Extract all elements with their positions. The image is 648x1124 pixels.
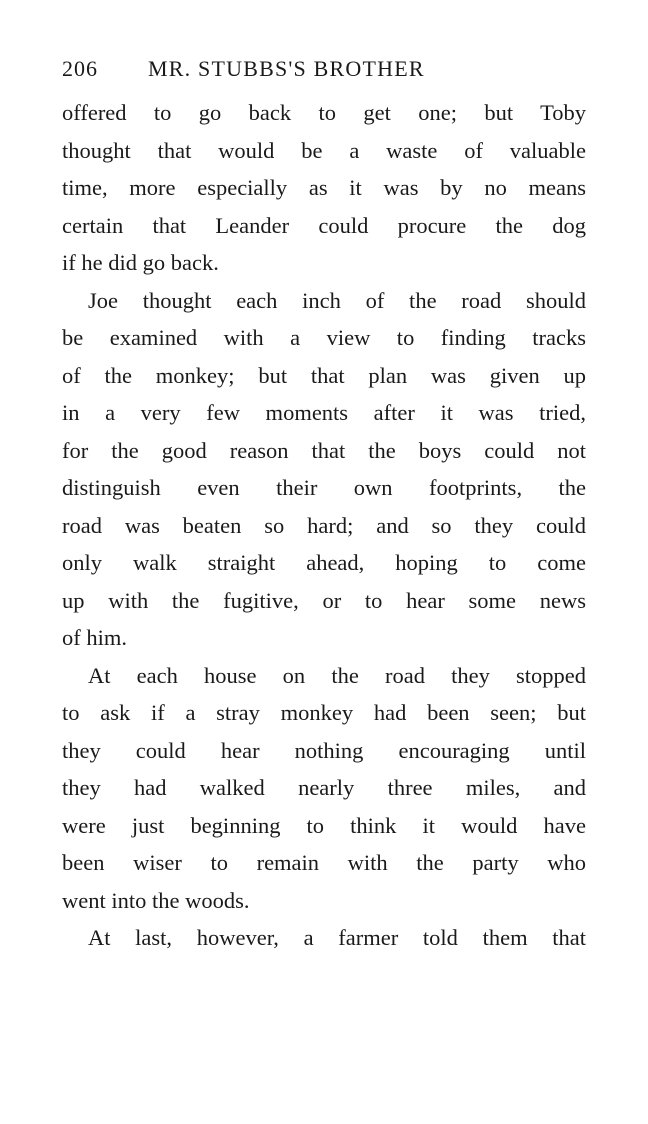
text-line: At each house on the road they stopped xyxy=(88,662,586,688)
page-header xyxy=(62,56,586,94)
body-text xyxy=(62,94,586,957)
text-line: they had walked nearly three miles, and xyxy=(62,775,586,800)
text-line: thought that would be a waste of valuable xyxy=(62,137,586,163)
text-line: for the good reason that the boys could not xyxy=(62,437,586,463)
running-title: MR. STUBBS'S BROTHER xyxy=(148,56,425,81)
text-line: in a very few moments after it was tried, xyxy=(62,400,586,425)
text-line: of the monkey; but that plan was given up xyxy=(62,362,586,388)
text-line: offered to go back to get one; but Toby xyxy=(62,100,586,125)
text-line: distinguish even their own footprints, the xyxy=(62,475,586,500)
text-line: were just beginning to think it would have xyxy=(62,812,586,838)
text-line: to ask if a stray monkey had been seen; but xyxy=(62,700,586,725)
page-number: 206 xyxy=(62,56,98,81)
text-line: up with the fugitive, or to hear some news xyxy=(62,587,586,613)
book-page xyxy=(62,56,586,957)
text-line: only walk straight ahead, hoping to come xyxy=(62,550,586,575)
text-line: been wiser to remain with the party who xyxy=(62,850,586,875)
text-line: went into the woods. xyxy=(62,887,250,913)
text-line: if he did go back. xyxy=(62,250,219,275)
text-line: Joe thought each inch of the road should xyxy=(88,287,586,313)
text-line: they could hear nothing encouraging until xyxy=(62,737,586,763)
text-line: be examined with a view to finding tracks xyxy=(62,325,586,350)
text-line: At last, however, a farmer told them that xyxy=(88,925,586,950)
text-line: certain that Leander could procure the dog xyxy=(62,212,586,238)
text-line: road was beaten so hard; and so they could xyxy=(62,512,586,538)
text-line: of him. xyxy=(62,625,127,650)
text-line: time, more especially as it was by no means xyxy=(62,175,586,200)
